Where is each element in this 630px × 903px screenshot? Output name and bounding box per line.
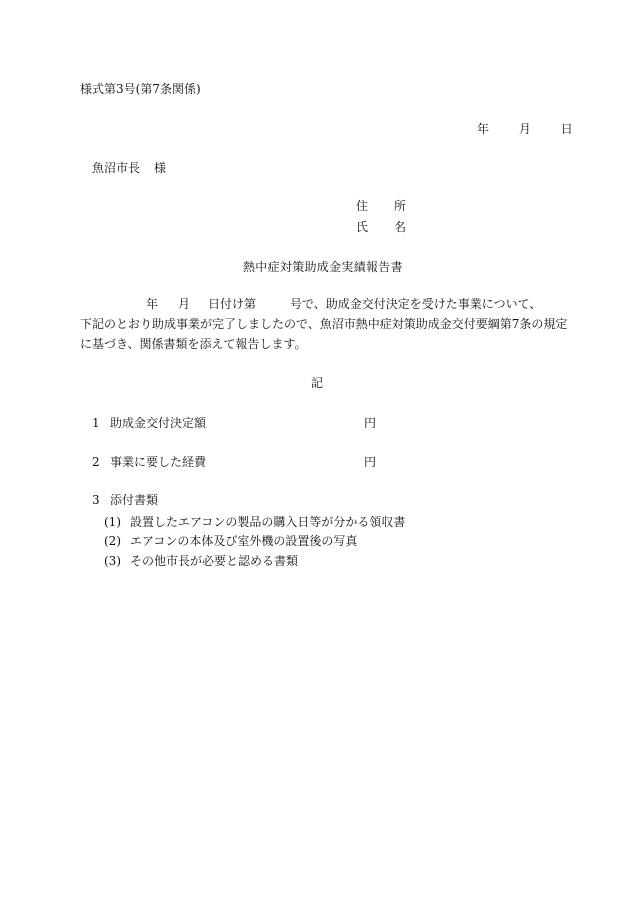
item-1 (92, 417, 206, 429)
document-title: 熱中症対策助成金実績報告書 (243, 260, 403, 274)
sender-address-k1: 住 (356, 199, 369, 213)
body-dated-no: 日付け第 (208, 297, 257, 311)
item-3-number: 3 (92, 493, 100, 507)
ki-heading: 記 (311, 376, 324, 390)
item-1-label: 助成金交付決定額 (110, 416, 207, 430)
attachment-3-number: (3) (104, 554, 121, 568)
item-2 (92, 456, 206, 468)
date-day: 日 (560, 122, 573, 136)
attachment-2-text: エアコンの本体及び室外機の設置後の写真 (130, 534, 358, 548)
addressee-name: 魚沼市長 (92, 161, 141, 175)
date-line (477, 123, 573, 135)
attachment-3-text: その他市長が必要と認める書類 (130, 554, 299, 568)
attachment-item (104, 535, 357, 547)
item-3-label: 添付書類 (110, 493, 159, 507)
item-1-number: 1 (92, 416, 100, 430)
body-line-2: 下記のとおり助成事業が完了しましたので、魚沼市熱中症対策助成金交付要綱第7条の規定 (80, 317, 568, 331)
attachment-1-text: 設置したエアコンの製品の購入日等が分かる領収書 (130, 515, 406, 529)
date-month: 月 (518, 122, 531, 136)
sender-name-k1: 氏 (356, 220, 369, 234)
addressee (92, 162, 166, 174)
attachment-item (104, 555, 298, 567)
form-number: 様式第3号(第7条関係) (80, 82, 201, 96)
item-1-unit: 円 (364, 416, 377, 430)
sender-address-k2: 所 (394, 199, 407, 213)
item-2-unit: 円 (364, 455, 377, 469)
sender-address-label (356, 200, 406, 212)
body-line1-rest: 号で、助成金交付決定を受けた事業について、 (290, 297, 542, 311)
item-3 (92, 494, 158, 506)
attachment-2-number: (2) (104, 534, 121, 548)
item-2-number: 2 (92, 455, 100, 469)
item-2-label: 事業に要した経費 (110, 455, 207, 469)
body-paragraph (80, 297, 568, 358)
sender-name-label (356, 221, 406, 233)
addressee-honorific: 様 (154, 161, 167, 175)
sender-name-k2: 名 (394, 220, 407, 234)
date-year: 年 (477, 122, 490, 136)
attachment-item (104, 516, 405, 528)
body-month: 月 (178, 297, 191, 311)
body-line-1 (80, 298, 560, 318)
body-year: 年 (146, 297, 159, 311)
attachment-1-number: (1) (104, 515, 121, 529)
body-line-3: に基づき、関係書類を添えて報告します。 (80, 337, 307, 351)
